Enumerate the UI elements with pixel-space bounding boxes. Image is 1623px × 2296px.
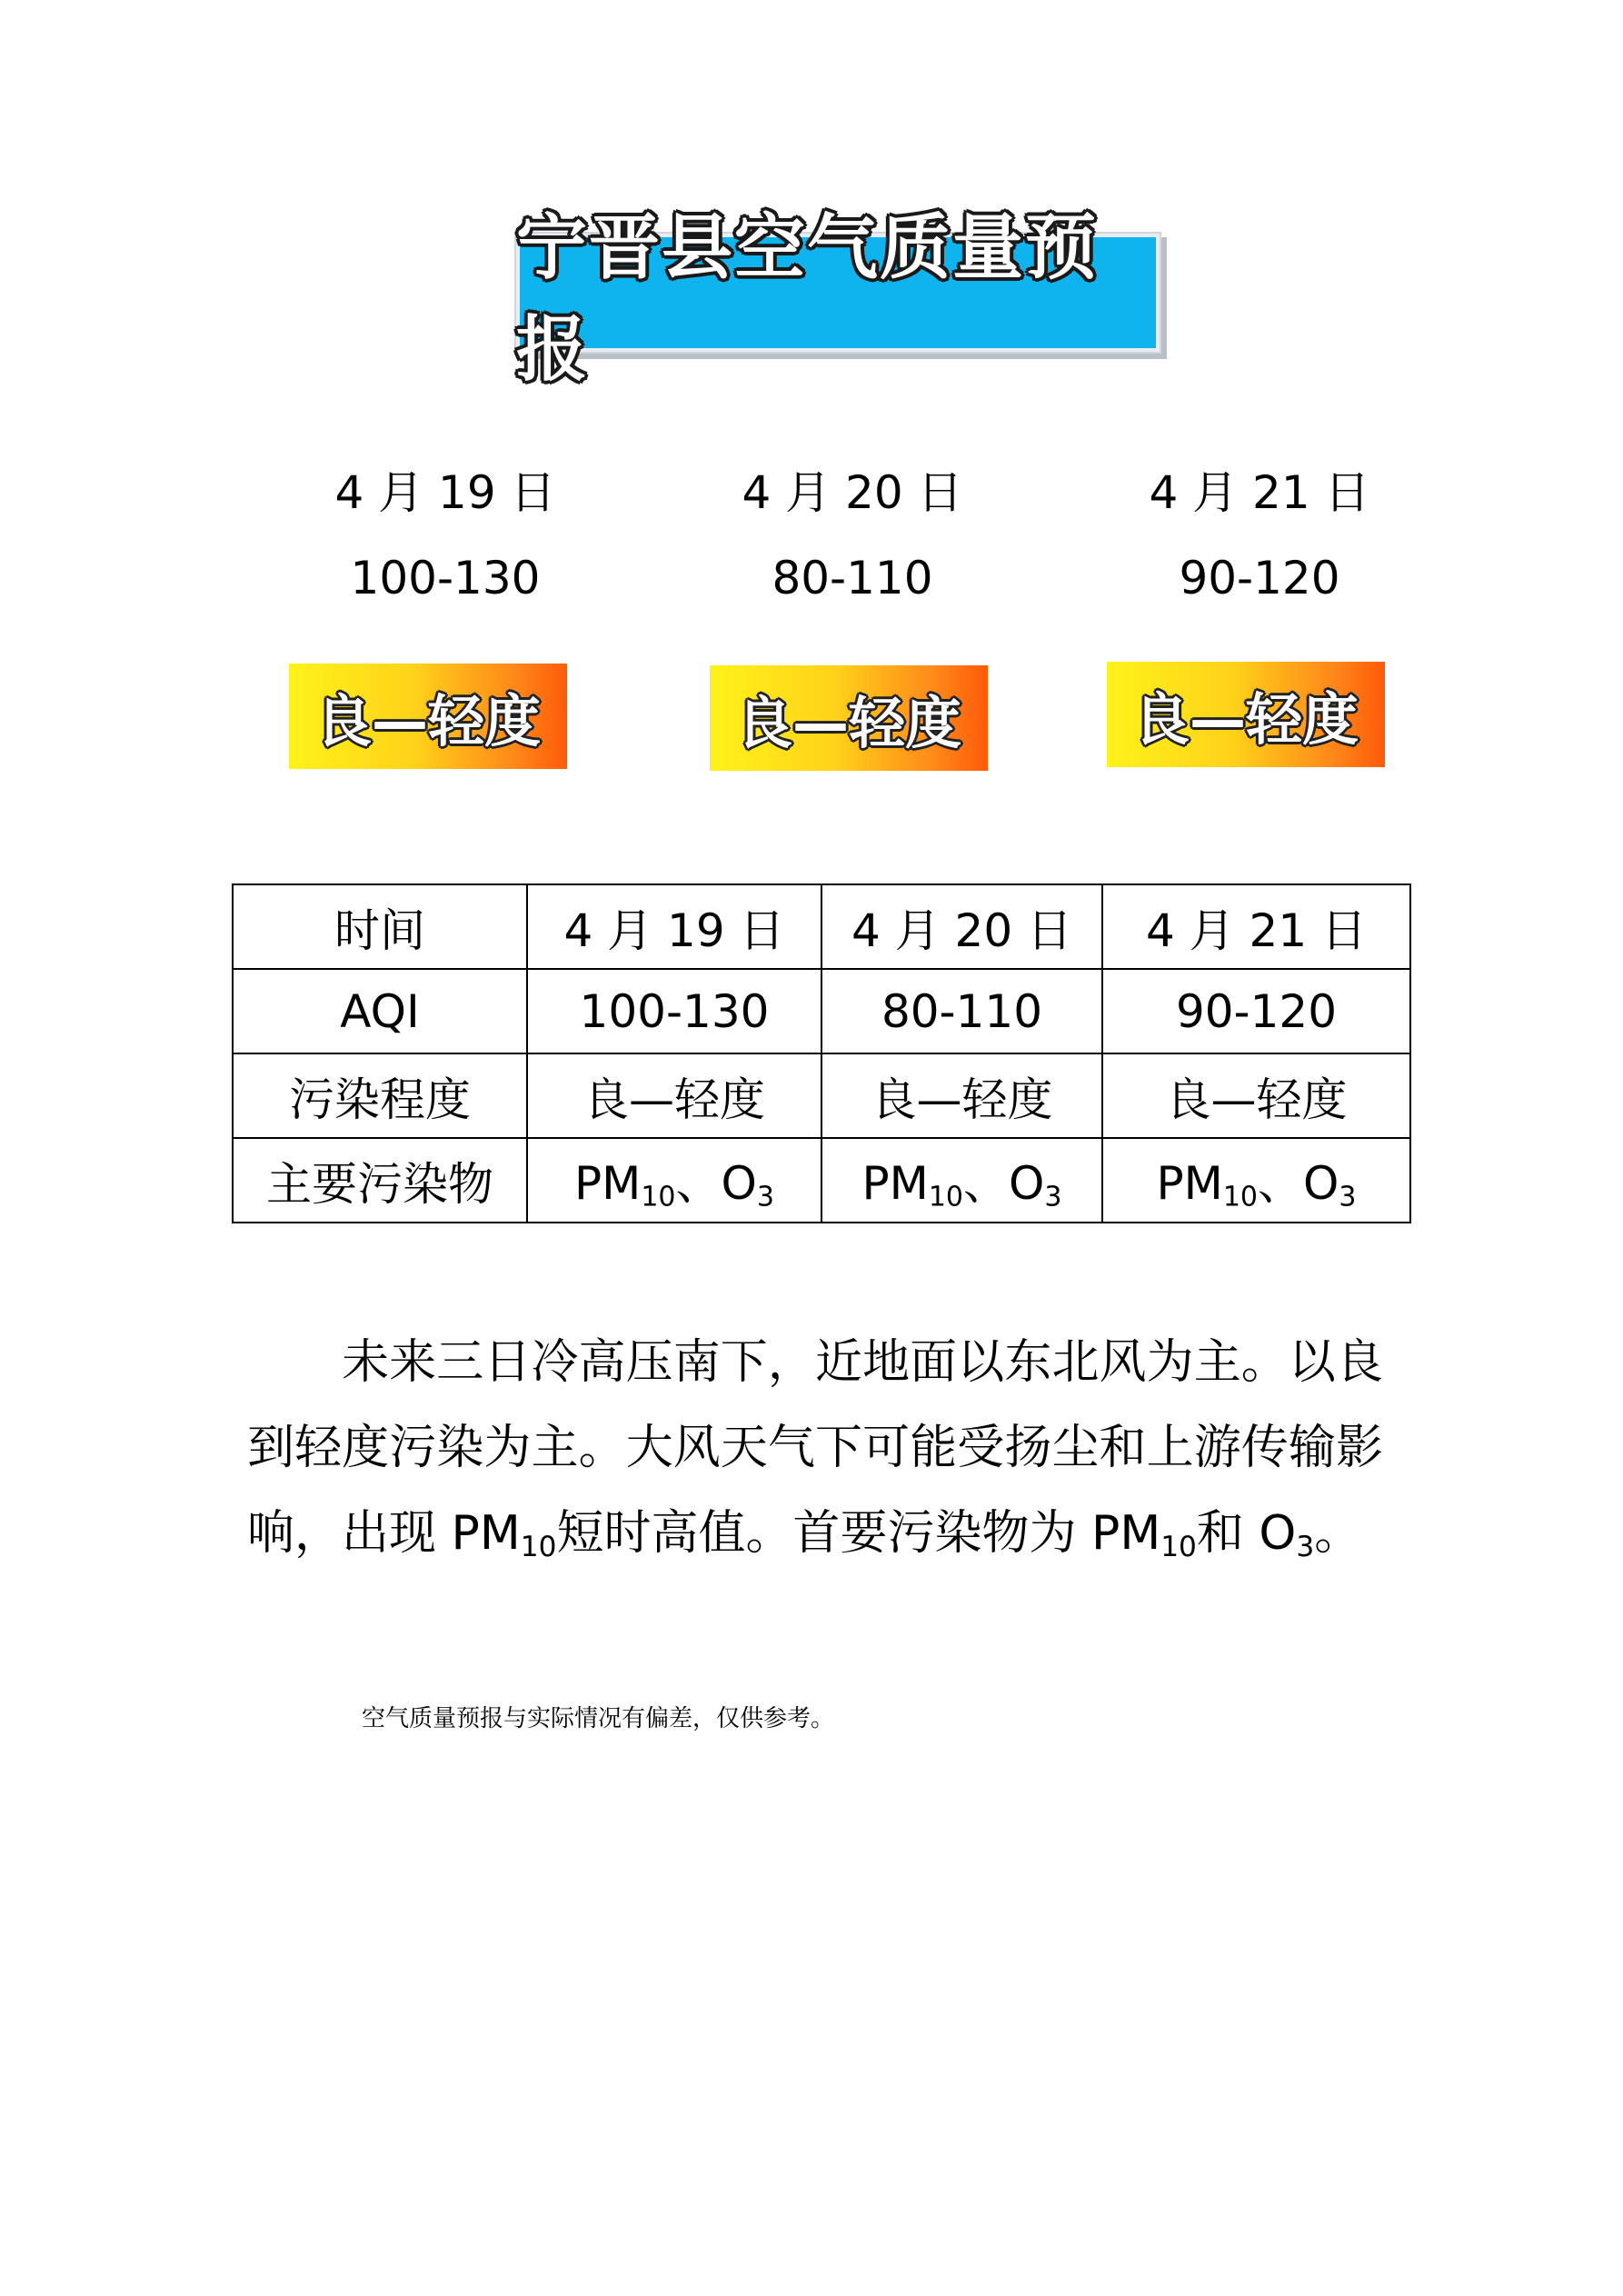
description-sub-2: 10 — [1160, 1530, 1197, 1563]
table-row — [233, 884, 1410, 969]
description-part-3: 和 O — [1196, 1506, 1297, 1561]
forecast-date: 4 月 19 日 — [334, 466, 556, 519]
description-sub-3: 3 — [1296, 1530, 1315, 1563]
row-label-time: 时间 — [233, 884, 527, 969]
forecast-table — [232, 883, 1411, 1223]
table-row — [233, 969, 1410, 1053]
pollutant-sep: 、 — [675, 1157, 722, 1211]
forecast-description — [247, 1320, 1383, 1590]
forecast-date: 4 月 21 日 — [1149, 466, 1370, 519]
level-badge-day-2 — [710, 665, 988, 771]
forecast-aqi: 90-120 — [1179, 552, 1340, 604]
cell-pollutant — [1102, 1138, 1410, 1223]
level-badge-label: 良—轻度 — [1132, 685, 1359, 753]
level-badge-day-1 — [289, 664, 567, 769]
pollutant-o: O — [1009, 1157, 1045, 1211]
row-label-aqi: AQI — [233, 969, 527, 1053]
description-part-4: 。 — [1314, 1506, 1362, 1561]
page-title: 宁晋县空气质量预报 — [516, 207, 1099, 391]
pollutant-sep: 、 — [963, 1157, 1010, 1211]
cell-date: 4 月 21 日 — [1102, 884, 1410, 969]
pollutant-pm: PM — [861, 1157, 929, 1211]
table-row — [233, 1138, 1410, 1223]
pollutant-pm: PM — [1156, 1157, 1223, 1211]
forecast-day-3 — [1123, 465, 1396, 605]
forecast-day-2 — [716, 465, 989, 605]
pollutant-pm: PM — [574, 1157, 642, 1211]
cell-level: 良—轻度 — [821, 1053, 1102, 1138]
pollutant-o: O — [721, 1157, 757, 1211]
pollutant-o-sub: 3 — [1044, 1181, 1062, 1213]
level-badge-label: 良—轻度 — [735, 689, 961, 756]
cell-date: 4 月 19 日 — [527, 884, 821, 969]
forecast-aqi: 100-130 — [350, 552, 541, 604]
cell-aqi: 90-120 — [1102, 969, 1410, 1053]
disclaimer-note: 空气质量预报与实际情况有偏差，仅供参考。 — [362, 1705, 835, 1732]
table-row — [233, 1053, 1410, 1138]
cell-pollutant — [821, 1138, 1102, 1223]
cell-level: 良—轻度 — [527, 1053, 821, 1138]
pollutant-pm-sub: 10 — [641, 1181, 676, 1213]
pollutant-o-sub: 3 — [1339, 1181, 1357, 1213]
cell-aqi: 100-130 — [527, 969, 821, 1053]
pollutant-pm-sub: 10 — [1222, 1181, 1259, 1213]
cell-pollutant — [527, 1138, 821, 1223]
row-label-level: 污染程度 — [233, 1053, 527, 1138]
description-sub-1: 10 — [520, 1530, 557, 1563]
description-part-2: 短时高值。首要污染物为 PM — [556, 1506, 1161, 1561]
level-badge-day-3 — [1107, 662, 1385, 767]
pollutant-o-sub: 3 — [756, 1181, 774, 1213]
forecast-date: 4 月 20 日 — [742, 466, 963, 519]
pollutant-pm-sub: 10 — [928, 1181, 964, 1213]
cell-level: 良—轻度 — [1102, 1053, 1410, 1138]
forecast-aqi: 80-110 — [772, 552, 933, 604]
level-badge-label: 良—轻度 — [314, 687, 541, 754]
title-banner — [514, 207, 1161, 391]
description-part-1: 未来三日冷高压南下，近地面以东北风为主。以良到轻度污染为主。大风天气下可能受扬尘和上游传输影响，出现 PM — [247, 1335, 1383, 1561]
cell-date: 4 月 20 日 — [821, 884, 1102, 969]
cell-aqi: 80-110 — [821, 969, 1102, 1053]
pollutant-sep: 、 — [1258, 1157, 1304, 1211]
row-label-pollutant: 主要污染物 — [233, 1138, 527, 1223]
forecast-day-1 — [309, 465, 582, 605]
pollutant-o: O — [1303, 1157, 1339, 1211]
